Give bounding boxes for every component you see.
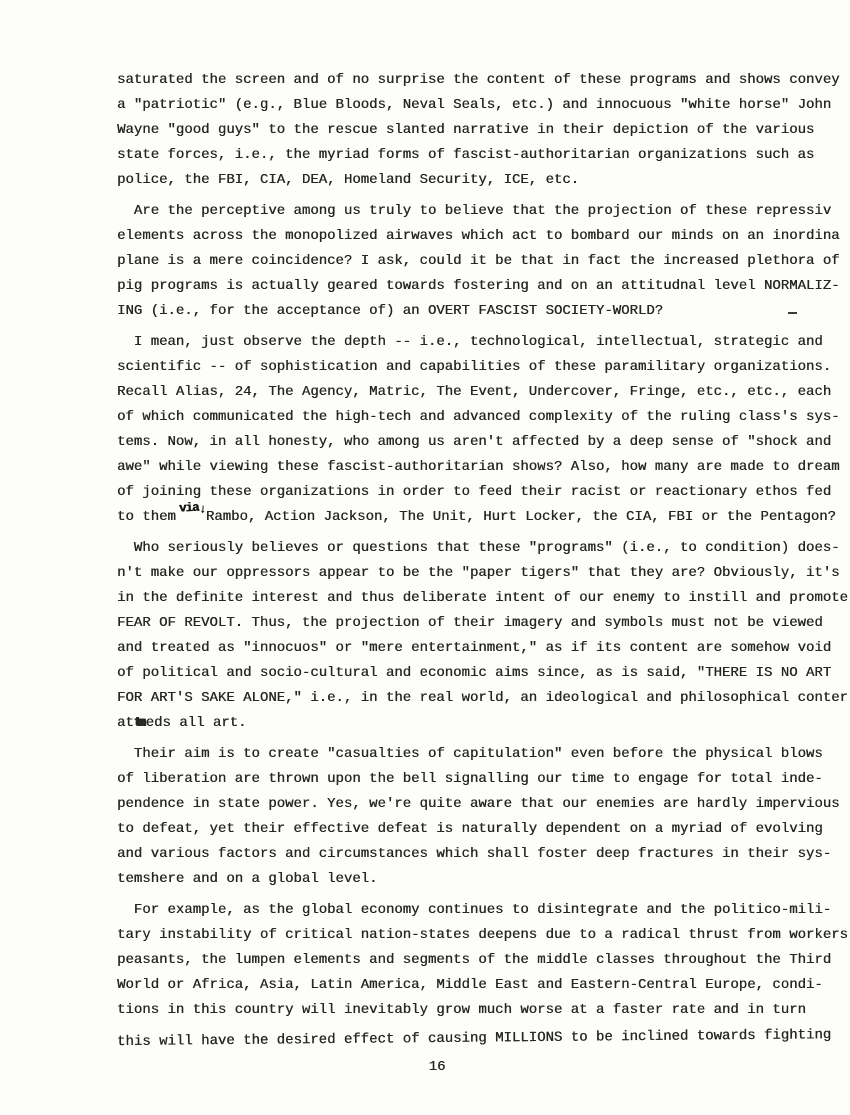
paragraph-5 xyxy=(117,742,850,892)
text-line: a "patriotic" (e.g., Blue Bloods, Neval Seals, etc.) and innocuous "white horse" John xyxy=(117,97,832,113)
paragraph-6-lines xyxy=(117,898,850,1023)
paragraph-4 xyxy=(117,536,850,736)
handwritten-via-annotation xyxy=(178,495,205,521)
typed-text-post: eds all art. xyxy=(145,715,247,731)
paragraph-1 xyxy=(117,68,850,193)
text-line: pig programs is actually geared towards fostering and on an attitudnal level NORMALIZ- xyxy=(117,278,840,294)
handwritten-dash-mark xyxy=(788,312,797,314)
text-line: scientific -- of sophistication and capabilities of these paramilitary organizations. xyxy=(117,359,832,375)
text-line: For example, as the global economy continues to disintegrate and the politico-mili- xyxy=(117,902,832,918)
text-column xyxy=(117,68,850,1054)
skewed-last-text-line: this will have the desired effect of causing MILLIONS to be inclined towards fighting xyxy=(116,1027,832,1051)
text-line: FEAR OF REVOLT. Thus, the projection of their imagery and symbols must not be viewed xyxy=(117,615,823,631)
text-line: elements across the monopolized airwaves which act to bombard our minds on an inordina xyxy=(117,228,840,244)
paragraph-3 xyxy=(117,330,850,530)
text-line: World or Africa, Asia, Latin America, Middle East and Eastern-Central Europe, condi- xyxy=(117,977,823,993)
text-line: to defeat, yet their effective defeat is naturally dependent on a myriad of evolving xyxy=(117,821,823,837)
text-line: of political and socio-cultural and economic aims since, as is said, "THERE IS NO ART xyxy=(117,665,832,681)
text-line: n't make our oppressors appear to be the "paper tigers" that they are? Obviously, it's xyxy=(117,565,840,581)
text-line: Who seriously believes or questions that these "programs" (i.e., to condition) does- xyxy=(117,540,840,556)
down-arrow-icon: ↓ xyxy=(197,502,206,517)
text-line-with-overtype-correction xyxy=(117,711,850,736)
text-line: Are the perceptive among us truly to believe that the projection of these repressiv xyxy=(117,203,832,219)
text-line: temshere and on a global level. xyxy=(117,871,378,887)
text-line: awe" while viewing these fascist-authoritarian shows? Also, how many are made to dream xyxy=(117,459,840,475)
text-line: of which communicated the high-tech and advanced complexity of the ruling class's sys- xyxy=(117,409,840,425)
handwritten-word: via xyxy=(178,500,199,516)
typed-text-pre: at xyxy=(117,715,134,731)
text-line: pendence in state power. Yes, we're quite aware that our enemies are hardly impervious xyxy=(117,796,840,812)
text-line: police, the FBI, CIA, DEA, Homeland Security, ICE, etc. xyxy=(117,172,580,188)
overtyped-struck-characters: tm xyxy=(133,715,141,731)
paragraph-2 xyxy=(117,199,850,324)
text-line: tems. Now, in all honesty, who among us aren't affected by a deep sense of "shock and xyxy=(117,434,832,450)
text-line-with-handwritten-insertion xyxy=(117,500,850,530)
text-line: in the definite interest and thus deliberate intent of our enemy to instill and promote xyxy=(117,590,848,606)
text-line: state forces, i.e., the myriad forms of fascist-authoritarian organizations such as xyxy=(117,147,815,163)
text-line: I mean, just observe the depth -- i.e., technological, intellectual, strategic and xyxy=(117,334,823,350)
text-line: plane is a mere coincidence? I ask, could it be that in fact the increased plethora of xyxy=(117,253,840,269)
text-line: and various factors and circumstances which shall foster deep fractures in their sys- xyxy=(117,846,832,862)
typed-text-post: Rambo, Action Jackson, The Unit, Hurt Locker, the CIA, FBI or the Pentagon? xyxy=(205,509,836,525)
text-line: Recall Alias, 24, The Agency, Matric, The Event, Undercover, Fringe, etc., etc., each xyxy=(117,384,832,400)
paragraph-6 xyxy=(116,898,850,1051)
typed-text-pre: to them xyxy=(117,509,176,525)
paragraph-4-lines xyxy=(117,536,850,711)
text-line: and treated as "innocuos" or "mere entertainment," as if its content are somehow void xyxy=(117,640,832,656)
text-line: of liberation are thrown upon the bell signalling our time to engage for total inde- xyxy=(117,771,823,787)
page-number: 16 xyxy=(428,1059,446,1075)
paragraph-3-lines xyxy=(117,330,850,505)
text-line: saturated the screen and of no surprise the content of these programs and shows convey xyxy=(117,72,840,88)
text-line: FOR ART'S SAKE ALONE," i.e., in the real world, an ideological and philosophical conter xyxy=(117,690,848,706)
text-line: ING (i.e., for the acceptance of) an OVERT FASCIST SOCIETY-WORLD? xyxy=(117,303,664,319)
text-line: of joining these organizations in order to feed their racist or reactionary ethos fed xyxy=(117,484,832,500)
text-line: Wayne "good guys" to the rescue slanted narrative in their depiction of the various xyxy=(117,122,815,138)
text-line: peasants, the lumpen elements and segments of the middle classes throughout the Third xyxy=(117,952,832,968)
text-line: tions in this country will inevitably grow much worse at a faster rate and in turn xyxy=(117,1002,806,1018)
text-line: tary instability of critical nation-states deepens due to a radical thrust from workers xyxy=(117,927,848,943)
text-line: Their aim is to create "casualties of capitulation" even before the physical blows xyxy=(117,746,823,762)
